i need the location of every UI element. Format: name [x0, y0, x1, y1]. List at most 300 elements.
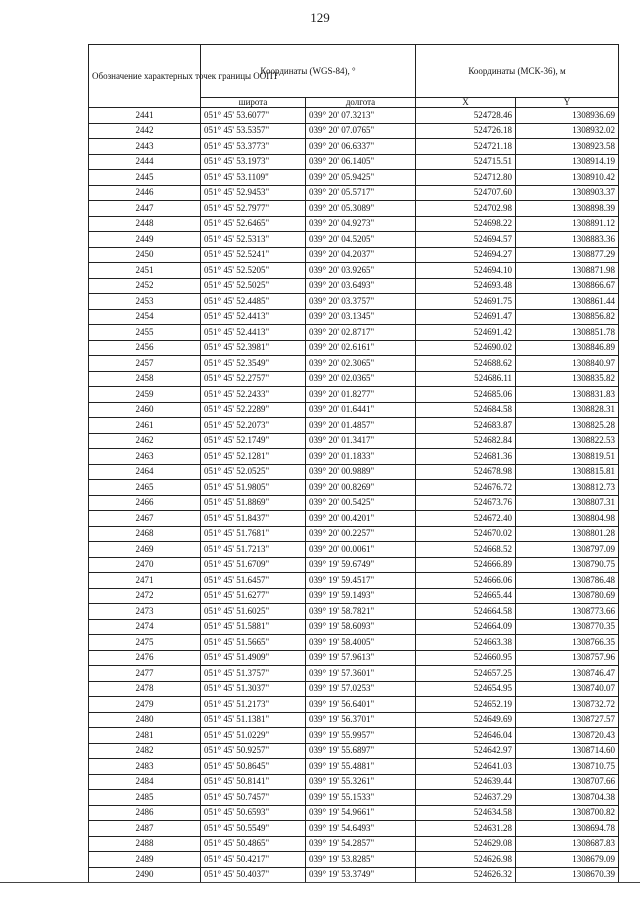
table-row: [89, 573, 619, 589]
y-cell: 1308877.29: [516, 247, 619, 263]
header-latitude: широта: [201, 98, 306, 108]
longitude-cell: 039° 19' 54.9661": [306, 805, 416, 821]
point-number: 2452: [89, 278, 201, 294]
table-row: [89, 495, 619, 511]
point-number: 2477: [89, 666, 201, 682]
point-number: 2467: [89, 511, 201, 527]
table-row: [89, 449, 619, 465]
x-cell: 524694.27: [416, 247, 516, 263]
latitude-cell: 051° 45' 52.1749": [201, 433, 306, 449]
y-cell: 1308856.82: [516, 309, 619, 325]
x-cell: 524726.18: [416, 123, 516, 139]
longitude-cell: 039° 19' 55.1533": [306, 790, 416, 806]
point-number: 2482: [89, 743, 201, 759]
y-cell: 1308797.09: [516, 542, 619, 558]
header-point-label: Обозначение характерных точек границы ООПТ: [89, 45, 201, 108]
y-cell: 1308903.37: [516, 185, 619, 201]
coordinates-table: [88, 44, 619, 883]
y-cell: 1308700.82: [516, 805, 619, 821]
table-row: [89, 511, 619, 527]
point-number: 2484: [89, 774, 201, 790]
page-number: 129: [310, 10, 330, 25]
latitude-cell: 051° 45' 53.6077": [201, 108, 306, 124]
latitude-cell: 051° 45' 51.6457": [201, 573, 306, 589]
table-row: [89, 170, 619, 186]
point-number: 2466: [89, 495, 201, 511]
y-cell: 1308851.78: [516, 325, 619, 341]
latitude-cell: 051° 45' 52.3981": [201, 340, 306, 356]
y-cell: 1308807.31: [516, 495, 619, 511]
table-row: [89, 604, 619, 620]
y-cell: 1308780.69: [516, 588, 619, 604]
x-cell: 524728.46: [416, 108, 516, 124]
latitude-cell: 051° 45' 51.1381": [201, 712, 306, 728]
latitude-cell: 051° 45' 52.7977": [201, 201, 306, 217]
header-msk36: Координаты (МСК-36), м: [416, 45, 619, 98]
longitude-cell: 039° 19' 56.3701": [306, 712, 416, 728]
y-cell: 1308732.72: [516, 697, 619, 713]
table-row: [89, 263, 619, 279]
table-row: [89, 852, 619, 868]
longitude-cell: 039° 19' 55.6897": [306, 743, 416, 759]
table-row: [89, 294, 619, 310]
point-number: 2473: [89, 604, 201, 620]
longitude-cell: 039° 20' 03.3757": [306, 294, 416, 310]
y-cell: 1308891.12: [516, 216, 619, 232]
point-number: 2471: [89, 573, 201, 589]
table-row: [89, 790, 619, 806]
x-cell: 524668.52: [416, 542, 516, 558]
point-number: 2486: [89, 805, 201, 821]
table-row: [89, 774, 619, 790]
longitude-cell: 039° 20' 01.1833": [306, 449, 416, 465]
y-cell: 1308866.67: [516, 278, 619, 294]
y-cell: 1308840.97: [516, 356, 619, 372]
longitude-cell: 039° 20' 00.9889": [306, 464, 416, 480]
latitude-cell: 051° 45' 51.2173": [201, 697, 306, 713]
x-cell: 524670.02: [416, 526, 516, 542]
longitude-cell: 039° 20' 01.8277": [306, 387, 416, 403]
table-row: [89, 650, 619, 666]
point-number: 2485: [89, 790, 201, 806]
longitude-cell: 039° 20' 07.3213": [306, 108, 416, 124]
longitude-cell: 039° 20' 00.8269": [306, 480, 416, 496]
point-number: 2462: [89, 433, 201, 449]
longitude-cell: 039° 20' 03.9265": [306, 263, 416, 279]
latitude-cell: 051° 45' 50.9257": [201, 743, 306, 759]
y-cell: 1308831.83: [516, 387, 619, 403]
x-cell: 524642.97: [416, 743, 516, 759]
y-cell: 1308707.66: [516, 774, 619, 790]
point-number: 2480: [89, 712, 201, 728]
y-cell: 1308727.57: [516, 712, 619, 728]
y-cell: 1308883.36: [516, 232, 619, 248]
x-cell: 524694.57: [416, 232, 516, 248]
table-row: [89, 728, 619, 744]
y-cell: 1308871.98: [516, 263, 619, 279]
table-row: [89, 619, 619, 635]
y-cell: 1308936.69: [516, 108, 619, 124]
point-number: 2487: [89, 821, 201, 837]
latitude-cell: 051° 45' 53.3773": [201, 139, 306, 155]
longitude-cell: 039° 20' 01.3417": [306, 433, 416, 449]
y-cell: 1308923.58: [516, 139, 619, 155]
x-cell: 524629.08: [416, 836, 516, 852]
latitude-cell: 051° 45' 52.4413": [201, 309, 306, 325]
longitude-cell: 039° 19' 58.7821": [306, 604, 416, 620]
longitude-cell: 039° 19' 55.4881": [306, 759, 416, 775]
x-cell: 524626.98: [416, 852, 516, 868]
longitude-cell: 039° 20' 04.9273": [306, 216, 416, 232]
table-row: [89, 666, 619, 682]
point-number: 2456: [89, 340, 201, 356]
x-cell: 524684.58: [416, 402, 516, 418]
x-cell: 524721.18: [416, 139, 516, 155]
point-number: 2458: [89, 371, 201, 387]
point-number: 2460: [89, 402, 201, 418]
table-row: [89, 185, 619, 201]
latitude-cell: 051° 45' 52.5205": [201, 263, 306, 279]
y-cell: 1308822.53: [516, 433, 619, 449]
table-row: [89, 387, 619, 403]
latitude-cell: 051° 45' 50.8141": [201, 774, 306, 790]
latitude-cell: 051° 45' 52.2757": [201, 371, 306, 387]
table-row: [89, 697, 619, 713]
x-cell: 524690.02: [416, 340, 516, 356]
x-cell: 524639.44: [416, 774, 516, 790]
point-number: 2479: [89, 697, 201, 713]
y-cell: 1308720.43: [516, 728, 619, 744]
point-number: 2450: [89, 247, 201, 263]
point-number: 2454: [89, 309, 201, 325]
x-cell: 524685.06: [416, 387, 516, 403]
y-cell: 1308679.09: [516, 852, 619, 868]
x-cell: 524641.03: [416, 759, 516, 775]
x-cell: 524686.11: [416, 371, 516, 387]
table-row: [89, 464, 619, 480]
table-row: [89, 340, 619, 356]
y-cell: 1308861.44: [516, 294, 619, 310]
latitude-cell: 051° 45' 52.0525": [201, 464, 306, 480]
x-cell: 524678.98: [416, 464, 516, 480]
table-row: [89, 247, 619, 263]
latitude-cell: 051° 45' 52.4485": [201, 294, 306, 310]
table-row: [89, 232, 619, 248]
x-cell: 524712.80: [416, 170, 516, 186]
longitude-cell: 039° 20' 02.8717": [306, 325, 416, 341]
latitude-cell: 051° 45' 51.8437": [201, 511, 306, 527]
x-cell: 524707.60: [416, 185, 516, 201]
longitude-cell: 039° 20' 01.6441": [306, 402, 416, 418]
latitude-cell: 051° 45' 52.4413": [201, 325, 306, 341]
point-number: 2490: [89, 867, 201, 883]
longitude-cell: 039° 20' 05.3089": [306, 201, 416, 217]
latitude-cell: 051° 45' 51.9805": [201, 480, 306, 496]
longitude-cell: 039° 19' 54.2857": [306, 836, 416, 852]
table-row: [89, 712, 619, 728]
latitude-cell: 051° 45' 51.5881": [201, 619, 306, 635]
point-number: 2489: [89, 852, 201, 868]
latitude-cell: 051° 45' 51.3037": [201, 681, 306, 697]
x-cell: 524682.84: [416, 433, 516, 449]
table-row: [89, 480, 619, 496]
table-row: [89, 557, 619, 573]
longitude-cell: 039° 20' 00.5425": [306, 495, 416, 511]
latitude-cell: 051° 45' 52.5025": [201, 278, 306, 294]
x-cell: 524673.76: [416, 495, 516, 511]
latitude-cell: 051° 45' 50.5549": [201, 821, 306, 837]
longitude-cell: 039° 19' 54.6493": [306, 821, 416, 837]
point-number: 2444: [89, 154, 201, 170]
point-number: 2443: [89, 139, 201, 155]
x-cell: 524646.04: [416, 728, 516, 744]
y-cell: 1308846.89: [516, 340, 619, 356]
y-cell: 1308898.39: [516, 201, 619, 217]
x-cell: 524634.58: [416, 805, 516, 821]
table-row: [89, 139, 619, 155]
latitude-cell: 051° 45' 51.7681": [201, 526, 306, 542]
latitude-cell: 051° 45' 50.4865": [201, 836, 306, 852]
latitude-cell: 051° 45' 53.5357": [201, 123, 306, 139]
table-row: [89, 635, 619, 651]
table-row: [89, 433, 619, 449]
table-row: [89, 743, 619, 759]
x-cell: 524626.32: [416, 867, 516, 883]
y-cell: 1308770.35: [516, 619, 619, 635]
table-body: [89, 108, 619, 883]
header-longitude: долгота: [306, 98, 416, 108]
table-row: [89, 216, 619, 232]
longitude-cell: 039° 19' 59.4517": [306, 573, 416, 589]
y-cell: 1308786.48: [516, 573, 619, 589]
longitude-cell: 039° 20' 06.1405": [306, 154, 416, 170]
y-cell: 1308790.75: [516, 557, 619, 573]
longitude-cell: 039° 20' 06.6337": [306, 139, 416, 155]
point-number: 2448: [89, 216, 201, 232]
table-row: [89, 681, 619, 697]
latitude-cell: 051° 45' 51.3757": [201, 666, 306, 682]
table-row: [89, 154, 619, 170]
table-row: [89, 123, 619, 139]
table-row: [89, 588, 619, 604]
longitude-cell: 039° 19' 55.3261": [306, 774, 416, 790]
longitude-cell: 039° 19' 59.1493": [306, 588, 416, 604]
point-number: 2483: [89, 759, 201, 775]
table-row: [89, 821, 619, 837]
point-number: 2464: [89, 464, 201, 480]
y-cell: 1308694.78: [516, 821, 619, 837]
point-number: 2476: [89, 650, 201, 666]
point-number: 2463: [89, 449, 201, 465]
point-number: 2481: [89, 728, 201, 744]
latitude-cell: 051° 45' 50.6593": [201, 805, 306, 821]
point-number: 2451: [89, 263, 201, 279]
y-cell: 1308804.98: [516, 511, 619, 527]
point-number: 2488: [89, 836, 201, 852]
table-row: [89, 356, 619, 372]
x-cell: 524663.38: [416, 635, 516, 651]
longitude-cell: 039° 20' 05.5717": [306, 185, 416, 201]
x-cell: 524691.75: [416, 294, 516, 310]
longitude-cell: 039° 19' 57.9613": [306, 650, 416, 666]
y-cell: 1308740.07: [516, 681, 619, 697]
y-cell: 1308835.82: [516, 371, 619, 387]
latitude-cell: 051° 45' 51.6277": [201, 588, 306, 604]
latitude-cell: 051° 45' 51.5665": [201, 635, 306, 651]
x-cell: 524664.09: [416, 619, 516, 635]
latitude-cell: 051° 45' 53.1109": [201, 170, 306, 186]
table-row: [89, 836, 619, 852]
latitude-cell: 051° 45' 50.4217": [201, 852, 306, 868]
header-y: Y: [516, 98, 619, 108]
y-cell: 1308910.42: [516, 170, 619, 186]
x-cell: 524694.10: [416, 263, 516, 279]
longitude-cell: 039° 19' 53.8285": [306, 852, 416, 868]
latitude-cell: 051° 45' 50.8645": [201, 759, 306, 775]
y-cell: 1308914.19: [516, 154, 619, 170]
longitude-cell: 039° 19' 57.0253": [306, 681, 416, 697]
latitude-cell: 051° 45' 52.5241": [201, 247, 306, 263]
point-number: 2447: [89, 201, 201, 217]
longitude-cell: 039° 20' 01.4857": [306, 418, 416, 434]
longitude-cell: 039° 20' 00.0061": [306, 542, 416, 558]
point-number: 2472: [89, 588, 201, 604]
y-cell: 1308932.02: [516, 123, 619, 139]
point-number: 2446: [89, 185, 201, 201]
y-cell: 1308819.51: [516, 449, 619, 465]
x-cell: 524688.62: [416, 356, 516, 372]
x-cell: 524637.29: [416, 790, 516, 806]
x-cell: 524660.95: [416, 650, 516, 666]
x-cell: 524649.69: [416, 712, 516, 728]
latitude-cell: 051° 45' 51.0229": [201, 728, 306, 744]
longitude-cell: 039° 19' 58.4005": [306, 635, 416, 651]
longitude-cell: 039° 20' 00.4201": [306, 511, 416, 527]
x-cell: 524691.42: [416, 325, 516, 341]
table-row: [89, 278, 619, 294]
point-number: 2474: [89, 619, 201, 635]
y-cell: 1308687.83: [516, 836, 619, 852]
point-number: 2470: [89, 557, 201, 573]
table-row: [89, 805, 619, 821]
table-row: [89, 418, 619, 434]
point-number: 2469: [89, 542, 201, 558]
x-cell: 524698.22: [416, 216, 516, 232]
header-x: X: [416, 98, 516, 108]
longitude-cell: 039° 19' 58.6093": [306, 619, 416, 635]
y-cell: 1308812.73: [516, 480, 619, 496]
longitude-cell: 039° 19' 55.9957": [306, 728, 416, 744]
point-number: 2453: [89, 294, 201, 310]
x-cell: 524652.19: [416, 697, 516, 713]
y-cell: 1308714.60: [516, 743, 619, 759]
latitude-cell: 051° 45' 51.4909": [201, 650, 306, 666]
point-number: 2457: [89, 356, 201, 372]
longitude-cell: 039° 20' 00.2257": [306, 526, 416, 542]
x-cell: 524657.25: [416, 666, 516, 682]
x-cell: 524683.87: [416, 418, 516, 434]
table-row: [89, 325, 619, 341]
header-wgs84: Координаты (WGS-84), °: [201, 45, 416, 98]
y-cell: 1308801.28: [516, 526, 619, 542]
x-cell: 524693.48: [416, 278, 516, 294]
table-row: [89, 402, 619, 418]
footer-rule: [0, 882, 640, 883]
table-row: [89, 526, 619, 542]
x-cell: 524666.89: [416, 557, 516, 573]
longitude-cell: 039° 20' 02.6161": [306, 340, 416, 356]
latitude-cell: 051° 45' 51.6025": [201, 604, 306, 620]
point-number: 2465: [89, 480, 201, 496]
table-row: [89, 108, 619, 124]
x-cell: 524664.58: [416, 604, 516, 620]
y-cell: 1308825.28: [516, 418, 619, 434]
y-cell: 1308766.35: [516, 635, 619, 651]
longitude-cell: 039° 20' 03.6493": [306, 278, 416, 294]
point-number: 2445: [89, 170, 201, 186]
x-cell: 524665.44: [416, 588, 516, 604]
latitude-cell: 051° 45' 52.6465": [201, 216, 306, 232]
table-row: [89, 371, 619, 387]
latitude-cell: 051° 45' 52.2289": [201, 402, 306, 418]
latitude-cell: 051° 45' 52.1281": [201, 449, 306, 465]
latitude-cell: 051° 45' 52.2433": [201, 387, 306, 403]
latitude-cell: 051° 45' 50.7457": [201, 790, 306, 806]
longitude-cell: 039° 19' 56.6401": [306, 697, 416, 713]
y-cell: 1308704.38: [516, 790, 619, 806]
y-cell: 1308828.31: [516, 402, 619, 418]
x-cell: 524676.72: [416, 480, 516, 496]
point-number: 2455: [89, 325, 201, 341]
point-number: 2449: [89, 232, 201, 248]
longitude-cell: 039° 19' 57.3601": [306, 666, 416, 682]
latitude-cell: 051° 45' 52.2073": [201, 418, 306, 434]
y-cell: 1308773.66: [516, 604, 619, 620]
latitude-cell: 051° 45' 52.5313": [201, 232, 306, 248]
longitude-cell: 039° 19' 59.6749": [306, 557, 416, 573]
point-number: 2461: [89, 418, 201, 434]
table-row: [89, 309, 619, 325]
x-cell: 524631.28: [416, 821, 516, 837]
longitude-cell: 039° 20' 04.5205": [306, 232, 416, 248]
point-number: 2468: [89, 526, 201, 542]
point-number: 2475: [89, 635, 201, 651]
longitude-cell: 039° 20' 02.3065": [306, 356, 416, 372]
latitude-cell: 051° 45' 53.1973": [201, 154, 306, 170]
x-cell: 524654.95: [416, 681, 516, 697]
x-cell: 524672.40: [416, 511, 516, 527]
x-cell: 524715.51: [416, 154, 516, 170]
longitude-cell: 039° 20' 02.0365": [306, 371, 416, 387]
longitude-cell: 039° 19' 53.3749": [306, 867, 416, 883]
y-cell: 1308815.81: [516, 464, 619, 480]
x-cell: 524681.36: [416, 449, 516, 465]
y-cell: 1308757.96: [516, 650, 619, 666]
longitude-cell: 039° 20' 04.2037": [306, 247, 416, 263]
x-cell: 524691.47: [416, 309, 516, 325]
y-cell: 1308746.47: [516, 666, 619, 682]
table-row: [89, 759, 619, 775]
table-row: [89, 542, 619, 558]
y-cell: 1308670.39: [516, 867, 619, 883]
table-row: [89, 867, 619, 883]
longitude-cell: 039° 20' 07.0765": [306, 123, 416, 139]
latitude-cell: 051° 45' 51.8869": [201, 495, 306, 511]
longitude-cell: 039° 20' 05.9425": [306, 170, 416, 186]
y-cell: 1308710.75: [516, 759, 619, 775]
longitude-cell: 039° 20' 03.1345": [306, 309, 416, 325]
latitude-cell: 051° 45' 50.4037": [201, 867, 306, 883]
